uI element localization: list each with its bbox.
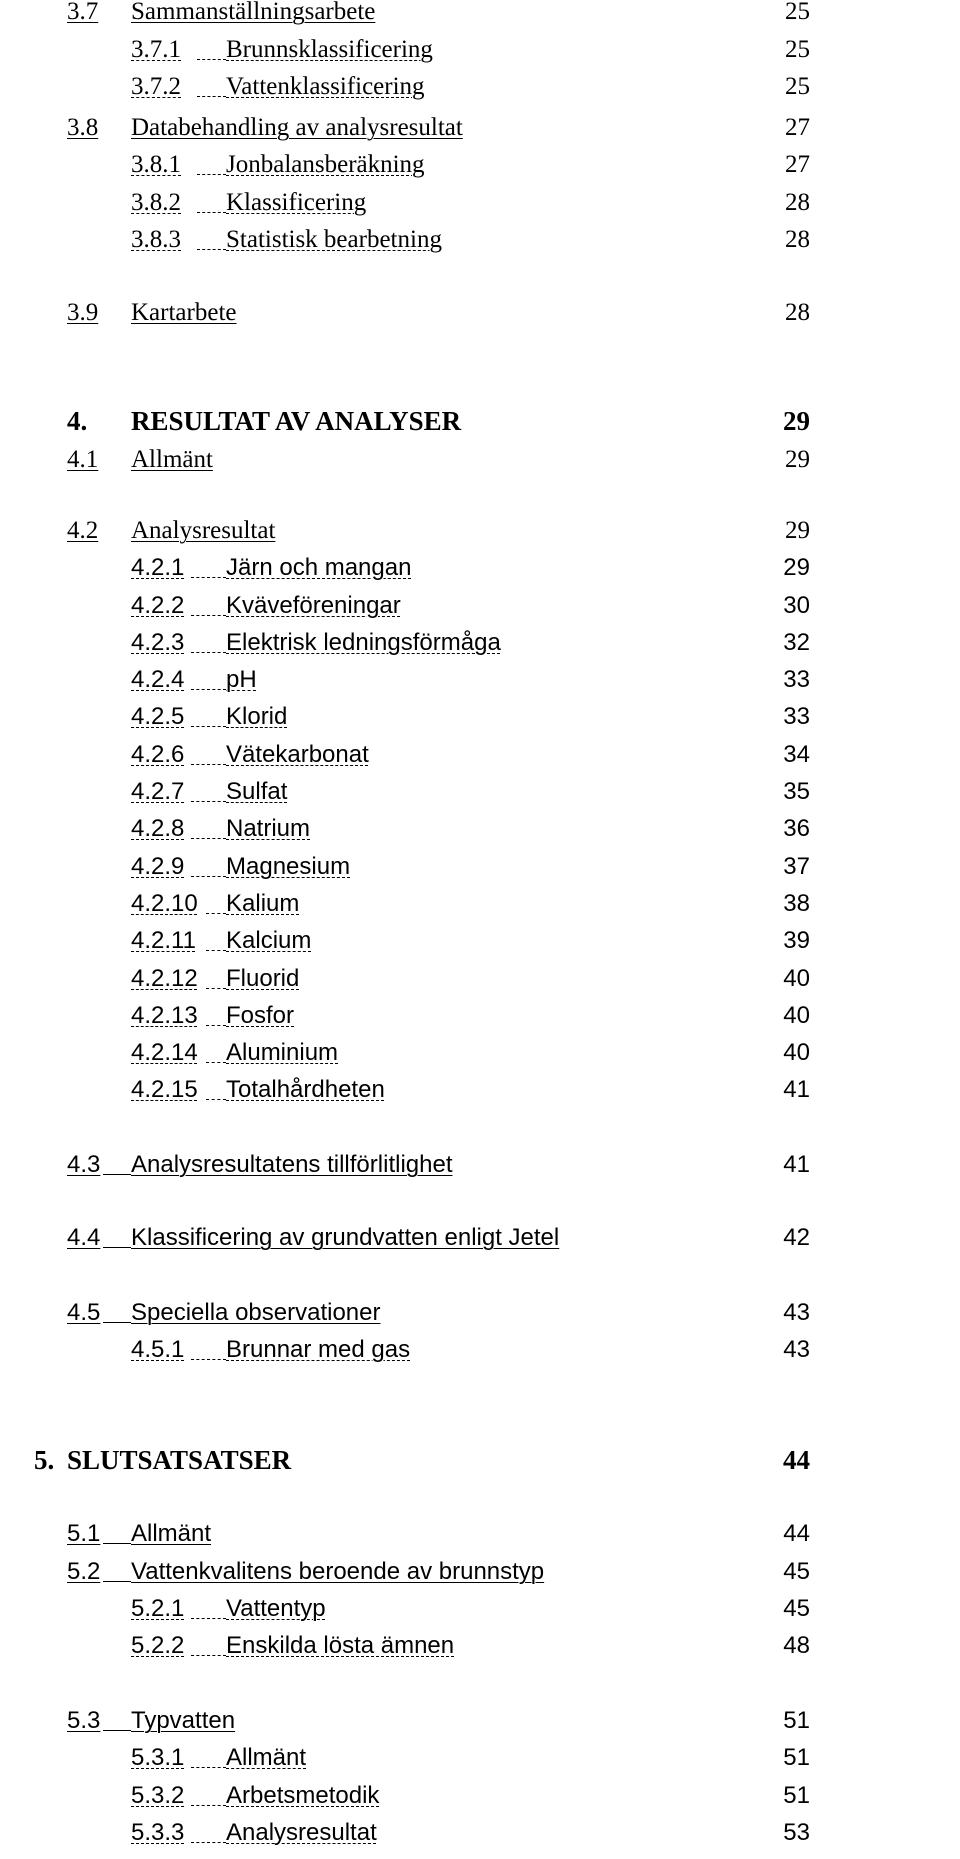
leader-line <box>197 59 226 60</box>
toc-page: 39 <box>783 927 810 954</box>
leader-line <box>197 249 226 250</box>
toc-entry[interactable] <box>0 627 960 659</box>
leader-line <box>103 1247 131 1248</box>
toc-entry[interactable] <box>0 1780 960 1812</box>
toc-title: Analysresultat <box>131 517 276 544</box>
toc-number: 3.7 <box>67 0 99 25</box>
leader-line <box>191 838 226 839</box>
toc-number: 5.2.1 <box>131 1595 185 1622</box>
toc-page: 30 <box>783 592 810 619</box>
toc-entry[interactable] <box>0 1334 960 1366</box>
toc-number: 4.2.7 <box>131 778 185 805</box>
toc-number: 5.1 <box>67 1520 101 1547</box>
toc-title: Allmänt <box>131 1520 212 1547</box>
toc-title: Vattentyp <box>226 1595 326 1622</box>
toc-title: Kalcium <box>226 927 312 954</box>
toc-number: 4.2.9 <box>131 853 185 880</box>
toc-title: RESULTAT AV ANALYSER <box>131 406 462 436</box>
toc-number: 3.7.2 <box>131 73 181 100</box>
toc-title: Allmänt <box>226 1744 307 1771</box>
toc-number: 3.8 <box>67 114 99 141</box>
toc-title: Klassificering <box>226 189 367 216</box>
toc-entry[interactable] <box>0 224 960 256</box>
leader-line <box>206 1099 226 1100</box>
toc-page: 51 <box>783 1744 810 1771</box>
leader-line <box>206 913 226 914</box>
toc-number: 4.2 <box>67 517 99 544</box>
toc-title: Arbetsmetodik <box>226 1782 380 1809</box>
toc-entry[interactable] <box>0 1630 960 1662</box>
toc-page: 44 <box>783 1520 810 1547</box>
leader-line <box>206 950 226 951</box>
toc-page: 40 <box>783 965 810 992</box>
toc-page: 33 <box>783 666 810 693</box>
toc-page: 40 <box>783 1002 810 1029</box>
toc-page: 35 <box>783 778 810 805</box>
toc-page: 33 <box>783 703 810 730</box>
leader-line <box>191 577 226 578</box>
toc-page: 25 <box>785 73 810 100</box>
toc-page: 27 <box>785 151 810 178</box>
toc-number: 4.2.11 <box>131 927 196 954</box>
toc-page: 34 <box>783 741 810 768</box>
toc-entry[interactable] <box>0 0 960 28</box>
toc-page: 37 <box>783 853 810 880</box>
toc-title: pH <box>226 666 257 693</box>
toc-number: 5.3.2 <box>131 1782 185 1809</box>
toc-number: 4.2.5 <box>131 703 185 730</box>
leader-line <box>191 689 226 690</box>
toc-page: 29 <box>783 554 810 581</box>
toc-page: 27 <box>785 114 810 141</box>
toc-title: Sulfat <box>226 778 288 805</box>
toc-page: 40 <box>783 1039 810 1066</box>
toc-page: 48 <box>783 1632 810 1659</box>
toc-number: 4.5.1 <box>131 1336 185 1363</box>
toc-number: 4.5 <box>67 1299 101 1326</box>
toc-number: 4.4 <box>67 1224 101 1251</box>
leader-line <box>197 174 226 175</box>
toc-page: 29 <box>785 446 810 473</box>
leader-line <box>191 764 226 765</box>
toc-number: 3.9 <box>67 299 99 326</box>
toc-entry[interactable] <box>0 444 960 476</box>
toc-title: Fluorid <box>226 965 300 992</box>
toc-title: Brunnar med gas <box>226 1336 411 1363</box>
leader-line <box>191 652 226 653</box>
leader-line <box>191 726 226 727</box>
toc-entry[interactable] <box>0 71 960 103</box>
toc-title: Vattenklassificering <box>226 73 425 100</box>
leader-line <box>191 1767 226 1768</box>
toc-number: 4.2.14 <box>131 1039 198 1066</box>
toc-entry[interactable] <box>0 552 960 584</box>
leader-line <box>191 1842 226 1843</box>
leader-line <box>191 801 226 802</box>
leader-line <box>197 212 226 213</box>
toc-entry[interactable] <box>0 112 960 144</box>
leader-line <box>191 615 226 616</box>
toc-number: 4.2.10 <box>131 890 198 917</box>
toc-number: 4.2.12 <box>131 965 198 992</box>
toc-entry[interactable] <box>0 187 960 219</box>
toc-entry[interactable] <box>0 739 960 771</box>
toc-page: 42 <box>783 1224 810 1251</box>
toc-page: 28 <box>785 226 810 253</box>
leader-line <box>206 1025 226 1026</box>
toc-number: 5.2 <box>67 1558 101 1585</box>
toc-number: 4.2.4 <box>131 666 185 693</box>
toc-number: 3.7.1 <box>131 36 181 63</box>
toc-number: 4.2.3 <box>131 629 185 656</box>
leader-line <box>206 988 226 989</box>
leader-line <box>191 1359 226 1360</box>
toc-page: 45 <box>783 1558 810 1585</box>
toc-title: Natrium <box>226 815 311 842</box>
toc-number: 3.8.3 <box>131 226 181 253</box>
toc-title: Magnesium <box>226 853 351 880</box>
toc-chapter[interactable] <box>0 405 960 437</box>
toc-title: Elektrisk ledningsförmåga <box>226 629 501 656</box>
toc-title: Klorid <box>226 703 288 730</box>
toc-page: 28 <box>785 299 810 326</box>
toc-page: 29 <box>783 406 810 436</box>
toc-title: Kväveföreningar <box>226 592 401 619</box>
toc-entry[interactable] <box>0 149 960 181</box>
toc-number: 5.3.1 <box>131 1744 185 1771</box>
toc-entry[interactable] <box>0 1000 960 1032</box>
toc-entry[interactable] <box>0 34 960 66</box>
toc-number: 5.2.2 <box>131 1632 185 1659</box>
toc-number: 3.8.1 <box>131 151 181 178</box>
toc-entry[interactable] <box>0 776 960 808</box>
toc-title: Sammanställningsarbete <box>131 0 376 25</box>
toc-entry[interactable] <box>0 590 960 622</box>
toc-title: Jonbalansberäkning <box>226 151 425 178</box>
toc-entry[interactable] <box>0 1705 960 1737</box>
toc-page: 51 <box>783 1707 810 1734</box>
toc-entry[interactable] <box>0 664 960 696</box>
toc-page: 28 <box>785 189 810 216</box>
toc-number: 4.2.2 <box>131 592 185 619</box>
leader-line <box>103 1174 131 1175</box>
toc-number: 4.1 <box>67 446 99 473</box>
toc-title: Järn och mangan <box>226 554 412 581</box>
toc-page: 25 <box>785 0 810 25</box>
toc-chapter[interactable] <box>0 1444 960 1476</box>
toc-title: Aluminium <box>226 1039 339 1066</box>
toc-entry[interactable] <box>0 963 960 995</box>
toc-number: 4. <box>67 406 88 436</box>
toc-entry[interactable] <box>0 888 960 920</box>
toc-title: Allmänt <box>131 446 213 473</box>
toc-number: 4.2.15 <box>131 1076 198 1103</box>
leader-line <box>103 1581 131 1582</box>
toc-title: SLUTSATSATSER <box>67 1445 292 1475</box>
toc-page: 32 <box>783 629 810 656</box>
toc-entry[interactable] <box>0 1742 960 1774</box>
toc-title: Analysresultat <box>226 1819 377 1846</box>
toc-title: Enskilda lösta ämnen <box>226 1632 455 1659</box>
toc-title: Vattenkvalitens beroende av brunnstyp <box>131 1558 545 1585</box>
toc-entry[interactable] <box>0 1074 960 1106</box>
toc-page: 51 <box>783 1782 810 1809</box>
leader-line <box>103 1322 131 1323</box>
toc-entry[interactable] <box>0 297 960 329</box>
toc-page: 45 <box>783 1595 810 1622</box>
toc-page: 25 <box>785 36 810 63</box>
toc-entry[interactable] <box>0 1593 960 1625</box>
toc-entry[interactable] <box>0 1297 960 1329</box>
toc-title: Databehandling av analysresultat <box>131 114 463 141</box>
toc-entry[interactable] <box>0 1518 960 1550</box>
toc-title: Speciella observationer <box>131 1299 381 1326</box>
leader-line <box>191 1655 226 1656</box>
toc-entry[interactable] <box>0 1556 960 1588</box>
toc-entry[interactable] <box>0 813 960 845</box>
leader-line <box>206 1062 226 1063</box>
toc-title: Kalium <box>226 890 300 917</box>
toc-number: 4.2.6 <box>131 741 185 768</box>
toc-entry[interactable] <box>0 925 960 957</box>
toc-page: 36 <box>783 815 810 842</box>
toc-number: 5.3 <box>67 1707 101 1734</box>
toc-number: 4.2.8 <box>131 815 185 842</box>
toc-title: Klassificering av grundvatten enligt Jetel <box>131 1224 560 1251</box>
toc-number: 4.2.13 <box>131 1002 198 1029</box>
toc-entry[interactable] <box>0 1149 960 1181</box>
toc-entry[interactable] <box>0 1222 960 1254</box>
leader-line <box>103 1730 131 1731</box>
toc-entry[interactable] <box>0 515 960 547</box>
leader-line <box>103 1543 131 1544</box>
toc-entry[interactable] <box>0 701 960 733</box>
leader-line <box>191 876 226 877</box>
leader-line <box>191 1805 226 1806</box>
toc-title: Fosfor <box>226 1002 295 1029</box>
toc-number: 3.8.2 <box>131 189 181 216</box>
toc-title: Brunnsklassificering <box>226 36 433 63</box>
toc-title: Typvatten <box>131 1707 236 1734</box>
toc-page: 38 <box>783 890 810 917</box>
toc-entry[interactable] <box>0 851 960 883</box>
leader-line <box>191 1618 226 1619</box>
toc-page: 53 <box>783 1819 810 1846</box>
toc-page: 41 <box>783 1151 810 1178</box>
toc-page: 29 <box>785 517 810 544</box>
toc-number: 5.3.3 <box>131 1819 185 1846</box>
toc-entry[interactable] <box>0 1037 960 1069</box>
toc-number: 5. <box>34 1445 55 1475</box>
toc-title: Totalhårdheten <box>226 1076 385 1103</box>
toc-page: 44 <box>783 1445 810 1475</box>
toc-page: 43 <box>783 1299 810 1326</box>
toc-title: Statistisk bearbetning <box>226 226 442 253</box>
toc-title: Kartarbete <box>131 299 237 326</box>
toc-title: Vätekarbonat <box>226 741 369 768</box>
toc-number: 4.3 <box>67 1151 101 1178</box>
leader-line <box>197 96 226 97</box>
toc-title: Analysresultatens tillförlitlighet <box>131 1151 453 1178</box>
toc-page: 43 <box>783 1336 810 1363</box>
toc-entry[interactable] <box>0 1817 960 1849</box>
toc-number: 4.2.1 <box>131 554 185 581</box>
toc-page: 41 <box>783 1076 810 1103</box>
